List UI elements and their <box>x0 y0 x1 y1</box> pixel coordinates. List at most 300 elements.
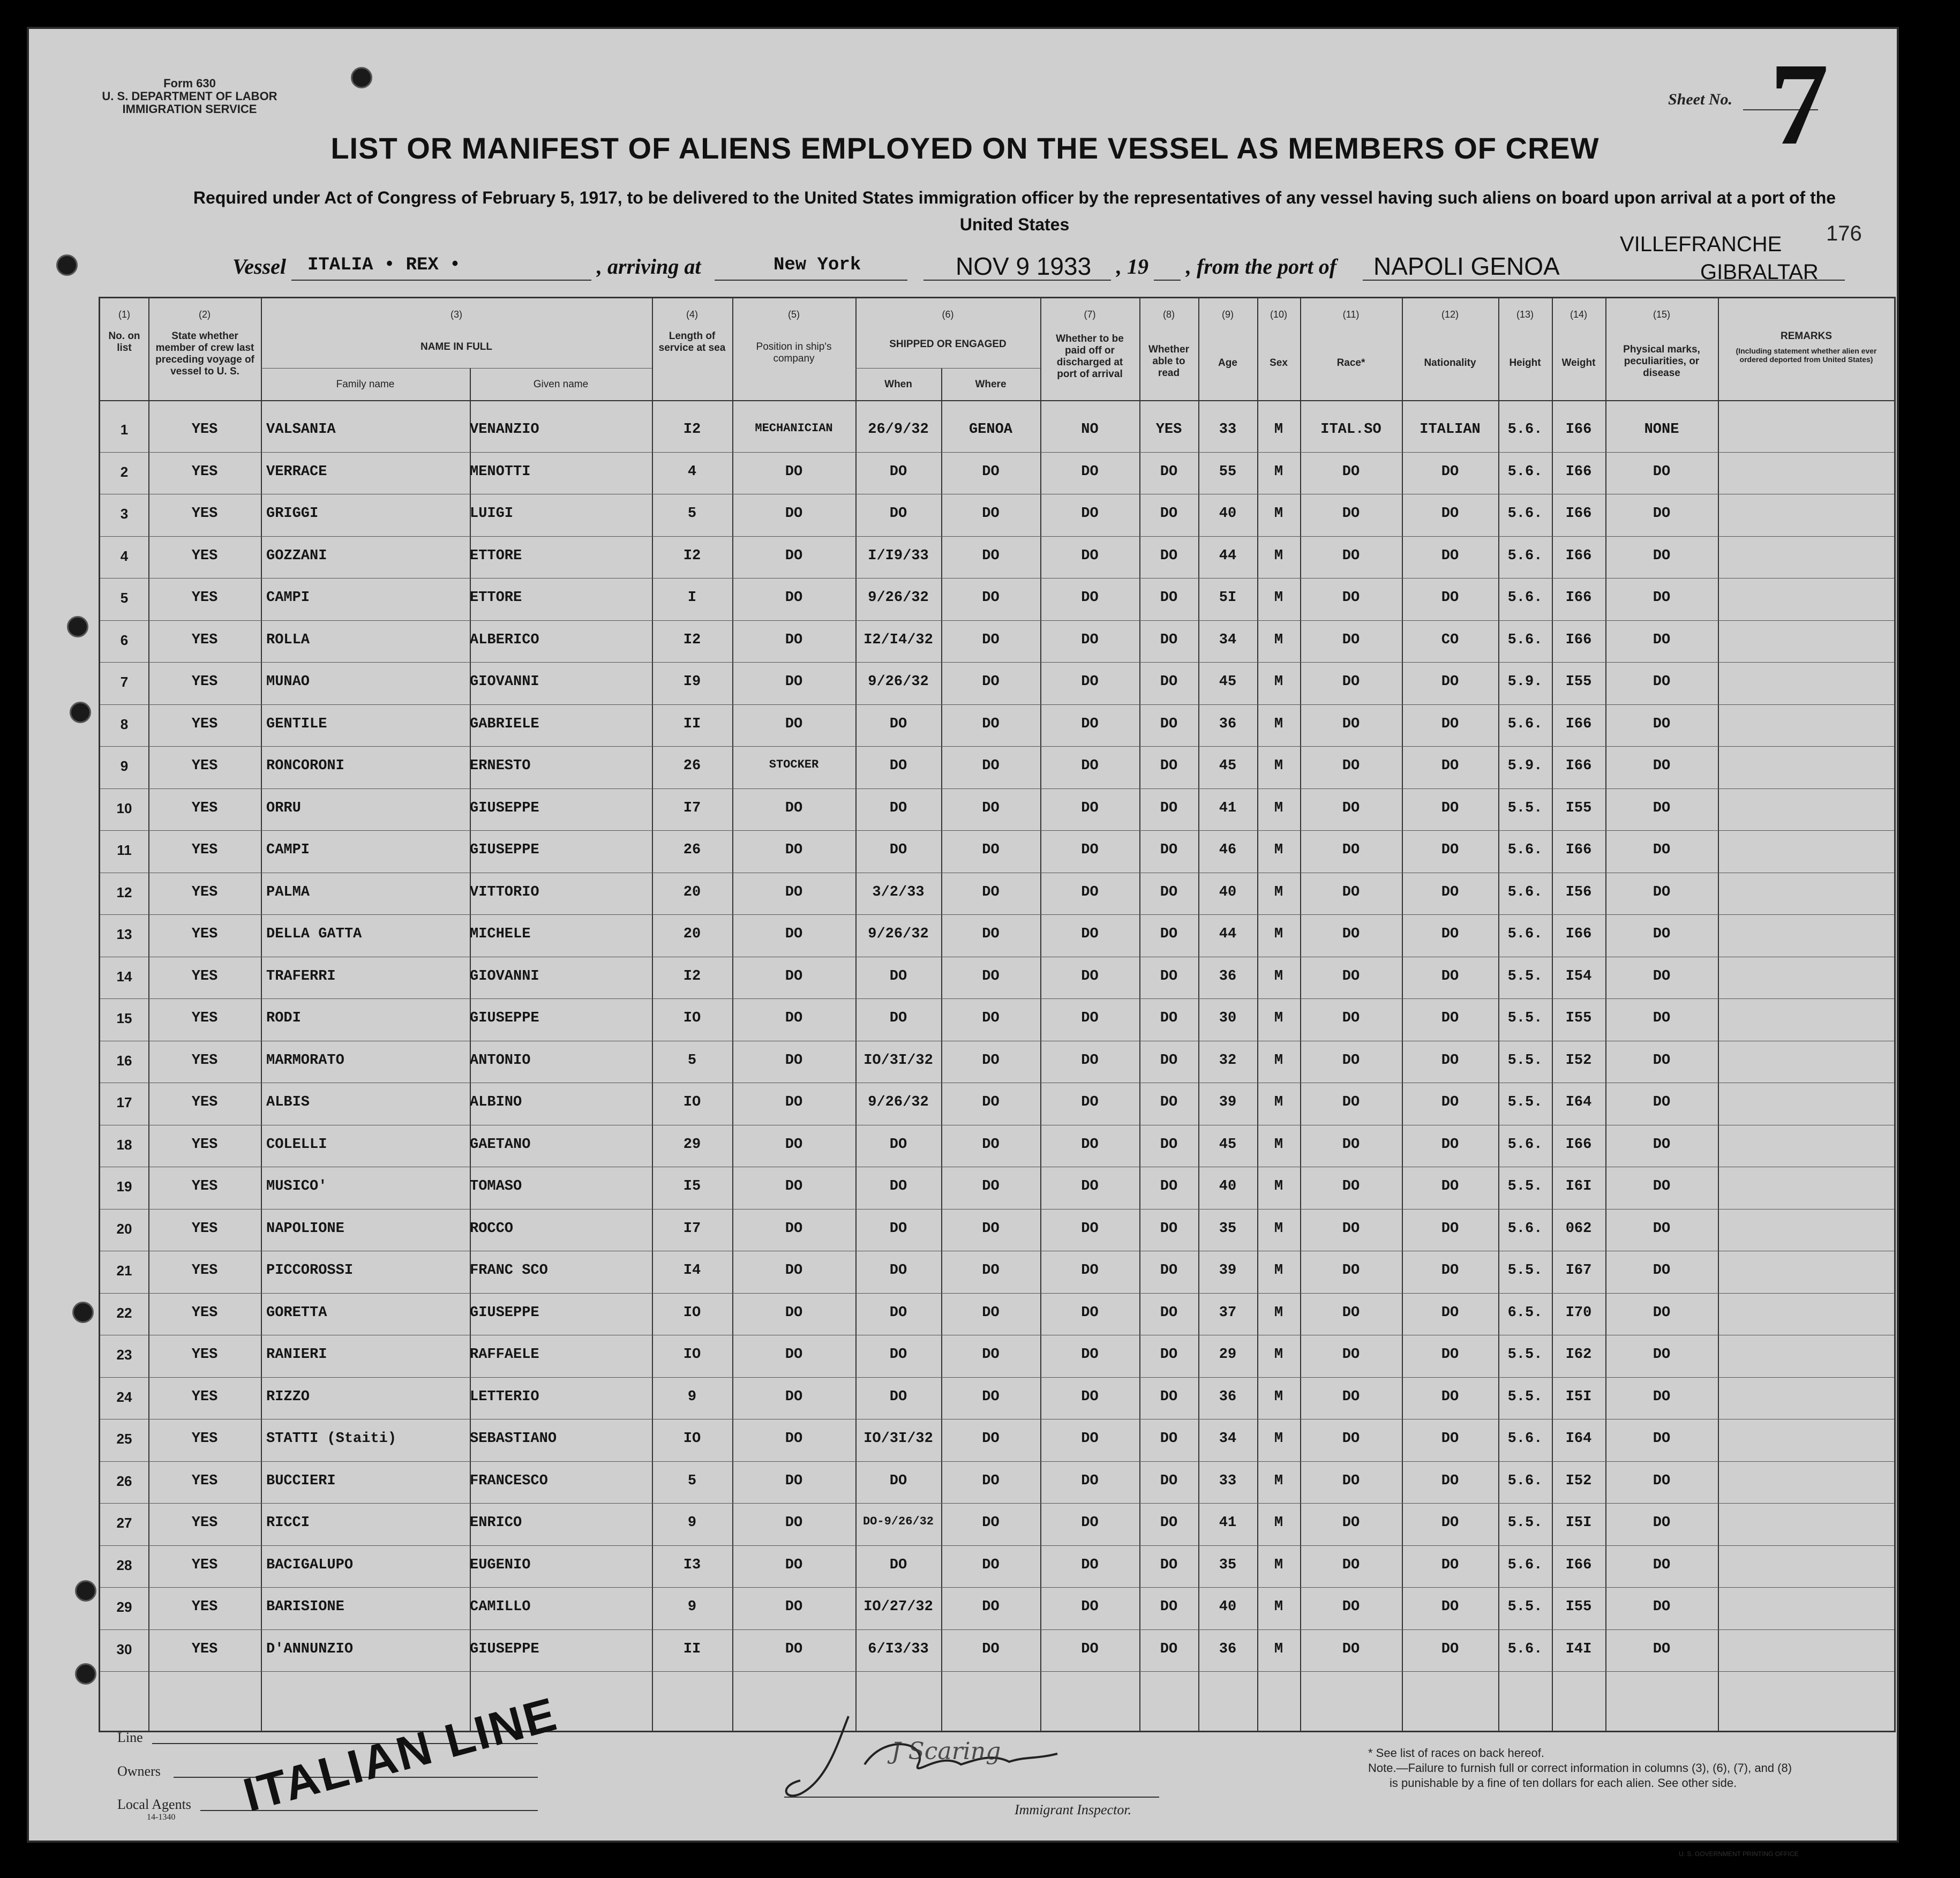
service-length-cell: I <box>687 590 697 606</box>
height-cell: 5.6. <box>1507 1220 1543 1237</box>
position-cell: DO <box>785 1473 803 1489</box>
able-to-read-cell: DO <box>1160 506 1178 522</box>
service-length-cell: 5 <box>687 1052 697 1069</box>
row-number: 25 <box>116 1431 132 1447</box>
race-cell: DO <box>1342 1557 1360 1573</box>
nationality-cell: DO <box>1441 926 1459 942</box>
weight-cell: I66 <box>1565 506 1592 522</box>
paid-off-cell: DO <box>1081 1557 1099 1573</box>
sex-cell: M <box>1274 590 1283 606</box>
shipped-when-cell: DO <box>889 1557 907 1573</box>
sex-cell: M <box>1274 1515 1283 1531</box>
physical-marks-cell: DO <box>1653 1094 1671 1110</box>
height-cell: 5.5. <box>1507 1178 1543 1195</box>
table-row <box>100 958 1894 1000</box>
shipped-where-cell: DO <box>982 1641 1000 1657</box>
able-to-read-cell: DO <box>1160 1431 1178 1447</box>
given-name-cell: MICHELE <box>470 926 531 942</box>
weight-cell: I66 <box>1565 758 1592 774</box>
service-length-cell: I9 <box>683 674 701 690</box>
position-cell: DO <box>785 1557 803 1573</box>
position-cell: DO <box>785 463 803 480</box>
able-to-read-cell: DO <box>1160 1263 1178 1279</box>
sex-cell: M <box>1274 1136 1283 1153</box>
position-cell: DO <box>785 1431 803 1447</box>
age-cell: 40 <box>1219 884 1237 900</box>
shipped-when-cell: 9/26/32 <box>868 1094 929 1110</box>
departure-port-gibraltar: GIBRALTAR <box>1700 260 1819 284</box>
owners-label: Owners <box>117 1763 161 1779</box>
weight-cell: I5I <box>1565 1515 1592 1531</box>
height-cell: 5.6. <box>1507 463 1543 480</box>
given-name-cell: SEBASTIANO <box>470 1431 557 1447</box>
service-length-cell: IO <box>683 1431 701 1447</box>
family-name-cell: VERRACE <box>266 463 327 480</box>
position-cell: DO <box>785 547 803 564</box>
age-cell: 55 <box>1219 463 1237 480</box>
physical-marks-cell: DO <box>1653 1136 1671 1153</box>
shipped-when-cell: 9/26/32 <box>868 590 929 606</box>
table-row <box>100 495 1894 537</box>
service-length-cell: 20 <box>683 884 701 900</box>
sex-cell: M <box>1274 1557 1283 1573</box>
table-row <box>100 1462 1894 1505</box>
header-length-service: Length of service at sea <box>658 330 726 354</box>
nationality-cell: DO <box>1441 1052 1459 1069</box>
italian-line-stamp: ITALIAN LINE <box>238 1687 563 1822</box>
table-row <box>100 747 1894 790</box>
shipped-when-cell: DO <box>889 800 907 816</box>
paid-off-cell: DO <box>1081 1263 1099 1279</box>
service-length-cell: 9 <box>687 1515 697 1531</box>
shipped-when-cell: 3/2/33 <box>872 884 925 900</box>
family-name-cell: ORRU <box>266 800 301 816</box>
height-cell: 5.6. <box>1507 590 1543 606</box>
paid-off-cell: DO <box>1081 1178 1099 1195</box>
shipped-where-cell: DO <box>982 1599 1000 1615</box>
age-cell: 46 <box>1219 842 1237 858</box>
service-length-cell: I3 <box>683 1557 701 1573</box>
position-cell: DO <box>785 1641 803 1657</box>
table-row <box>100 1000 1894 1042</box>
physical-marks-cell: DO <box>1653 1557 1671 1573</box>
shipped-where-cell: DO <box>982 1515 1000 1531</box>
service-length-cell: II <box>683 716 701 732</box>
note-fine-1: Note.—Failure to furnish full or correct information in columns (3), (6), (7), and (8) <box>1368 1761 1792 1775</box>
shipped-when-cell: 26/9/32 <box>868 422 929 438</box>
manifest-sheet <box>27 27 1899 1858</box>
height-cell: 5.5. <box>1507 1263 1543 1279</box>
weight-cell: I66 <box>1565 590 1592 606</box>
sex-cell: M <box>1274 800 1283 816</box>
race-cell: ITAL.SO <box>1320 422 1381 438</box>
header-prev-voyage: State whether member of crew last preceding voyage of vessel to U. S. <box>155 330 254 377</box>
physical-marks-cell: DO <box>1653 1599 1671 1615</box>
shipped-where-cell: DO <box>982 1178 1000 1195</box>
table-row <box>100 1631 1894 1673</box>
shipped-where-cell: DO <box>982 926 1000 942</box>
physical-marks-cell: DO <box>1653 1304 1671 1321</box>
col-no-6: (6) <box>942 309 954 320</box>
physical-marks-cell: DO <box>1653 1052 1671 1069</box>
row-number: 14 <box>116 968 132 985</box>
prev-voyage-cell: YES <box>191 1136 218 1153</box>
table-row <box>100 1378 1894 1421</box>
able-to-read-cell: DO <box>1160 1052 1178 1069</box>
shipped-when-cell: DO <box>889 1473 907 1489</box>
position-cell: MECHANICIAN <box>755 422 833 435</box>
sex-cell: M <box>1274 1473 1283 1489</box>
sex-cell: M <box>1274 632 1283 648</box>
sheet-number: 7 <box>1770 39 1829 169</box>
family-name-cell: DELLA GATTA <box>266 926 362 942</box>
prev-voyage-cell: YES <box>191 1641 218 1657</box>
prev-voyage-cell: YES <box>191 590 218 606</box>
family-name-cell: VALSANIA <box>266 422 336 438</box>
service-length-cell: I2 <box>683 422 701 438</box>
family-name-cell: D'ANNUNZIO <box>266 1641 354 1657</box>
shipped-when-cell: DO <box>889 842 907 858</box>
weight-cell: I4I <box>1565 1641 1592 1657</box>
able-to-read-cell: DO <box>1160 1094 1178 1110</box>
sex-cell: M <box>1274 1094 1283 1110</box>
service-length-cell: I2 <box>683 968 701 985</box>
paid-off-cell: DO <box>1081 506 1099 522</box>
prev-voyage-cell: YES <box>191 1347 218 1363</box>
prev-voyage-cell: YES <box>191 1052 218 1069</box>
shipped-when-cell: DO <box>889 1263 907 1279</box>
race-cell: DO <box>1342 1263 1360 1279</box>
given-name-cell: ALBINO <box>470 1094 522 1110</box>
paid-off-cell: DO <box>1081 463 1099 480</box>
row-number: 23 <box>116 1347 132 1363</box>
position-cell: DO <box>785 1388 803 1405</box>
nationality-cell: DO <box>1441 506 1459 522</box>
nationality-cell: DO <box>1441 842 1459 858</box>
weight-cell: I55 <box>1565 1599 1592 1615</box>
age-cell: 34 <box>1219 632 1237 648</box>
given-name-cell: FRANCESCO <box>470 1473 548 1489</box>
shipped-when-cell: DO <box>889 1178 907 1195</box>
nationality-cell: DO <box>1441 1599 1459 1615</box>
service-length-cell: I4 <box>683 1263 701 1279</box>
height-cell: 5.6. <box>1507 1473 1543 1489</box>
prev-voyage-cell: YES <box>191 1010 218 1026</box>
age-cell: 40 <box>1219 1178 1237 1195</box>
inspector-label: Immigrant Inspector. <box>1015 1802 1132 1817</box>
col-no-15: (15) <box>1653 309 1670 320</box>
weight-cell: I55 <box>1565 674 1592 690</box>
shipped-when-cell: DO <box>889 1347 907 1363</box>
row-number: 16 <box>116 1052 132 1069</box>
year-label: , 19 <box>1116 254 1148 279</box>
table-row <box>100 1042 1894 1084</box>
sex-cell: M <box>1274 1599 1283 1615</box>
physical-marks-cell: DO <box>1653 1263 1671 1279</box>
sex-cell: M <box>1274 1263 1283 1279</box>
weight-cell: I70 <box>1565 1304 1592 1321</box>
sheet-label: Sheet No. <box>1668 91 1732 108</box>
position-cell: STOCKER <box>769 758 819 771</box>
age-cell: 32 <box>1219 1052 1237 1069</box>
race-cell: DO <box>1342 716 1360 732</box>
paid-off-cell: DO <box>1081 1304 1099 1321</box>
physical-marks-cell: DO <box>1653 758 1671 774</box>
binder-hole <box>72 1302 94 1323</box>
weight-cell: I66 <box>1565 1557 1592 1573</box>
prev-voyage-cell: YES <box>191 547 218 564</box>
family-name-cell: RIZZO <box>266 1388 310 1405</box>
service-length-cell: I7 <box>683 800 701 816</box>
able-to-read-cell: DO <box>1160 842 1178 858</box>
arrival-date: NOV 9 1933 <box>956 252 1092 280</box>
height-cell: 5.6. <box>1507 1431 1543 1447</box>
shipped-where-cell: DO <box>982 1431 1000 1447</box>
shipped-where-cell: DO <box>982 506 1000 522</box>
paid-off-cell: DO <box>1081 842 1099 858</box>
given-name-cell: CAMILLO <box>470 1599 531 1615</box>
row-number: 1 <box>120 422 129 438</box>
col-no-8: (8) <box>1163 309 1175 320</box>
service-length-cell: 9 <box>687 1388 697 1405</box>
nationality-cell: DO <box>1441 1010 1459 1026</box>
physical-marks-cell: DO <box>1653 1178 1671 1195</box>
shipped-when-cell: DO <box>889 1136 907 1153</box>
header-shipped-when: When <box>884 379 912 390</box>
race-cell: DO <box>1342 884 1360 900</box>
row-number: 28 <box>116 1557 132 1573</box>
able-to-read-cell: DO <box>1160 1178 1178 1195</box>
row-number: 6 <box>120 632 129 648</box>
physical-marks-cell: DO <box>1653 842 1671 858</box>
shipped-where-cell: DO <box>982 1136 1000 1153</box>
able-to-read-cell: DO <box>1160 716 1178 732</box>
nationality-cell: DO <box>1441 463 1459 480</box>
position-cell: DO <box>785 1263 803 1279</box>
service-length-cell: I5 <box>683 1178 701 1195</box>
sex-cell: M <box>1274 1431 1283 1447</box>
table-row <box>100 411 1894 453</box>
paid-off-cell: DO <box>1081 926 1099 942</box>
position-cell: DO <box>785 590 803 606</box>
prev-voyage-cell: YES <box>191 1304 218 1321</box>
weight-cell: I6I <box>1565 1178 1592 1195</box>
weight-cell: I67 <box>1565 1263 1592 1279</box>
header-position: Position in ship's company <box>756 341 832 364</box>
shipped-where-cell: DO <box>982 1557 1000 1573</box>
table-row <box>100 1504 1894 1546</box>
given-name-cell: GIUSEPPE <box>470 1010 539 1026</box>
able-to-read-cell: DO <box>1160 926 1178 942</box>
prev-voyage-cell: YES <box>191 1557 218 1573</box>
row-number: 5 <box>120 590 129 606</box>
family-name-cell: RANIERI <box>266 1347 327 1363</box>
family-name-cell: BARISIONE <box>266 1599 344 1615</box>
inspector-signature <box>768 1700 1068 1807</box>
physical-marks-cell: DO <box>1653 1388 1671 1405</box>
family-name-cell: NAPOLIONE <box>266 1220 344 1237</box>
race-cell: DO <box>1342 1599 1360 1615</box>
prev-voyage-cell: YES <box>191 926 218 942</box>
sex-cell: M <box>1274 1178 1283 1195</box>
height-cell: 5.5. <box>1507 1052 1543 1069</box>
given-name-cell: LUIGI <box>470 506 514 522</box>
sex-cell: M <box>1274 1388 1283 1405</box>
weight-cell: I66 <box>1565 463 1592 480</box>
able-to-read-cell: DO <box>1160 968 1178 985</box>
table-row <box>100 579 1894 621</box>
able-to-read-cell: DO <box>1160 1220 1178 1237</box>
physical-marks-cell: DO <box>1653 968 1671 985</box>
age-cell: 35 <box>1219 1220 1237 1237</box>
family-name-cell: PICCOROSSI <box>266 1263 354 1279</box>
row-number: 19 <box>116 1178 132 1195</box>
shipped-when-cell: 6/I3/33 <box>868 1641 929 1657</box>
sex-cell: M <box>1274 758 1283 774</box>
shipped-where-cell: DO <box>982 1347 1000 1363</box>
table-row <box>100 1252 1894 1294</box>
able-to-read-cell: DO <box>1160 1599 1178 1615</box>
table-row <box>100 1126 1894 1168</box>
header-given-name: Given name <box>533 379 589 390</box>
given-name-cell: ENRICO <box>470 1515 522 1531</box>
paid-off-cell: NO <box>1081 422 1099 438</box>
given-name-cell: GAETANO <box>470 1136 531 1153</box>
nationality-cell: DO <box>1441 1263 1459 1279</box>
physical-marks-cell: DO <box>1653 547 1671 564</box>
race-cell: DO <box>1342 1304 1360 1321</box>
weight-cell: I5I <box>1565 1388 1592 1405</box>
height-cell: 6.5. <box>1507 1304 1543 1321</box>
department-name: U. S. DEPARTMENT OF LABOR <box>102 89 277 103</box>
family-name-cell: GORETTA <box>266 1304 327 1321</box>
height-cell: 5.5. <box>1507 1515 1543 1531</box>
able-to-read-cell: DO <box>1160 547 1178 564</box>
departure-ports: NAPOLI GENOA <box>1373 252 1560 280</box>
paid-off-cell: DO <box>1081 1220 1099 1237</box>
nationality-cell: DO <box>1441 1136 1459 1153</box>
able-to-read-cell: DO <box>1160 674 1178 690</box>
family-name-cell: STATTI (Staiti) <box>266 1431 397 1447</box>
sex-cell: M <box>1274 1220 1283 1237</box>
paid-off-cell: DO <box>1081 1136 1099 1153</box>
family-name-cell: CAMPI <box>266 590 310 606</box>
table-row <box>100 537 1894 580</box>
height-cell: 5.6. <box>1507 842 1543 858</box>
row-number: 12 <box>116 884 132 900</box>
age-cell: 36 <box>1219 1388 1237 1405</box>
race-cell: DO <box>1342 1388 1360 1405</box>
header-race: Race* <box>1336 357 1365 369</box>
shipped-when-cell: DO <box>889 1388 907 1405</box>
paid-off-cell: DO <box>1081 674 1099 690</box>
weight-cell: I66 <box>1565 422 1592 438</box>
age-cell: 29 <box>1219 1347 1237 1363</box>
race-cell: DO <box>1342 1347 1360 1363</box>
shipped-where-cell: DO <box>982 674 1000 690</box>
able-to-read-cell: DO <box>1160 1010 1178 1026</box>
sex-cell: M <box>1274 463 1283 480</box>
header-weight: Weight <box>1561 357 1596 369</box>
paid-off-cell: DO <box>1081 884 1099 900</box>
table-row <box>100 874 1894 916</box>
paid-off-cell: DO <box>1081 1388 1099 1405</box>
physical-marks-cell: DO <box>1653 884 1671 900</box>
header-remarks-note: (Including statement whether alien ever ordered deported from United States) <box>1736 347 1877 364</box>
given-name-cell: EUGENIO <box>470 1557 531 1573</box>
given-name-cell: ERNESTO <box>470 758 531 774</box>
age-cell: 37 <box>1219 1304 1237 1321</box>
race-cell: DO <box>1342 463 1360 480</box>
header-shipped-engaged: SHIPPED OR ENGAGED <box>889 339 1007 350</box>
shipped-where-cell: DO <box>982 800 1000 816</box>
shipped-where-cell: DO <box>982 632 1000 648</box>
position-cell: DO <box>785 1178 803 1195</box>
shipped-where-cell: DO <box>982 758 1000 774</box>
row-number: 9 <box>120 758 129 774</box>
nationality-cell: DO <box>1441 1178 1459 1195</box>
age-cell: 36 <box>1219 968 1237 985</box>
able-to-read-cell: DO <box>1160 1347 1178 1363</box>
age-cell: 34 <box>1219 1431 1237 1447</box>
age-cell: 44 <box>1219 547 1237 564</box>
nationality-cell: DO <box>1441 1220 1459 1237</box>
able-to-read-cell: DO <box>1160 1388 1178 1405</box>
header-physical-marks: Physical marks, peculiarities, or disease <box>1623 344 1700 379</box>
race-cell: DO <box>1342 590 1360 606</box>
sex-cell: M <box>1274 884 1283 900</box>
shipped-when-cell: DO <box>889 1010 907 1026</box>
nationality-cell: DO <box>1441 674 1459 690</box>
shipped-where-cell: DO <box>982 463 1000 480</box>
age-cell: 40 <box>1219 506 1237 522</box>
race-cell: DO <box>1342 1220 1360 1237</box>
given-name-cell: LETTERIO <box>470 1388 539 1405</box>
height-cell: 5.5. <box>1507 1010 1543 1026</box>
physical-marks-cell: DO <box>1653 1473 1671 1489</box>
race-cell: DO <box>1342 1136 1360 1153</box>
table-row <box>100 663 1894 705</box>
shipped-when-cell: DO-9/26/32 <box>862 1515 934 1528</box>
shipped-when-cell: DO <box>889 1220 907 1237</box>
service-length-cell: 26 <box>683 842 701 858</box>
family-name-cell: ROLLA <box>266 632 310 648</box>
given-name-cell: GIUSEPPE <box>470 1304 539 1321</box>
given-name-cell: ROCCO <box>470 1220 514 1237</box>
paid-off-cell: DO <box>1081 590 1099 606</box>
prev-voyage-cell: YES <box>191 1094 218 1110</box>
prev-voyage-cell: YES <box>191 632 218 648</box>
col-no-2: (2) <box>199 309 211 320</box>
age-cell: 45 <box>1219 758 1237 774</box>
paid-off-cell: DO <box>1081 800 1099 816</box>
height-cell: 5.5. <box>1507 1094 1543 1110</box>
able-to-read-cell: DO <box>1160 1557 1178 1573</box>
shipped-where-cell: DO <box>982 1388 1000 1405</box>
race-cell: DO <box>1342 758 1360 774</box>
prev-voyage-cell: YES <box>191 1220 218 1237</box>
row-number: 17 <box>116 1094 132 1110</box>
able-to-read-cell: DO <box>1160 632 1178 648</box>
paid-off-cell: DO <box>1081 716 1099 732</box>
age-cell: 5I <box>1219 590 1237 606</box>
local-agents-label: Local Agents <box>117 1797 191 1812</box>
service-length-cell: IO <box>683 1010 701 1026</box>
binder-hole <box>75 1663 96 1685</box>
age-cell: 39 <box>1219 1094 1237 1110</box>
weight-cell: I52 <box>1565 1473 1592 1489</box>
position-cell: DO <box>785 1599 803 1615</box>
